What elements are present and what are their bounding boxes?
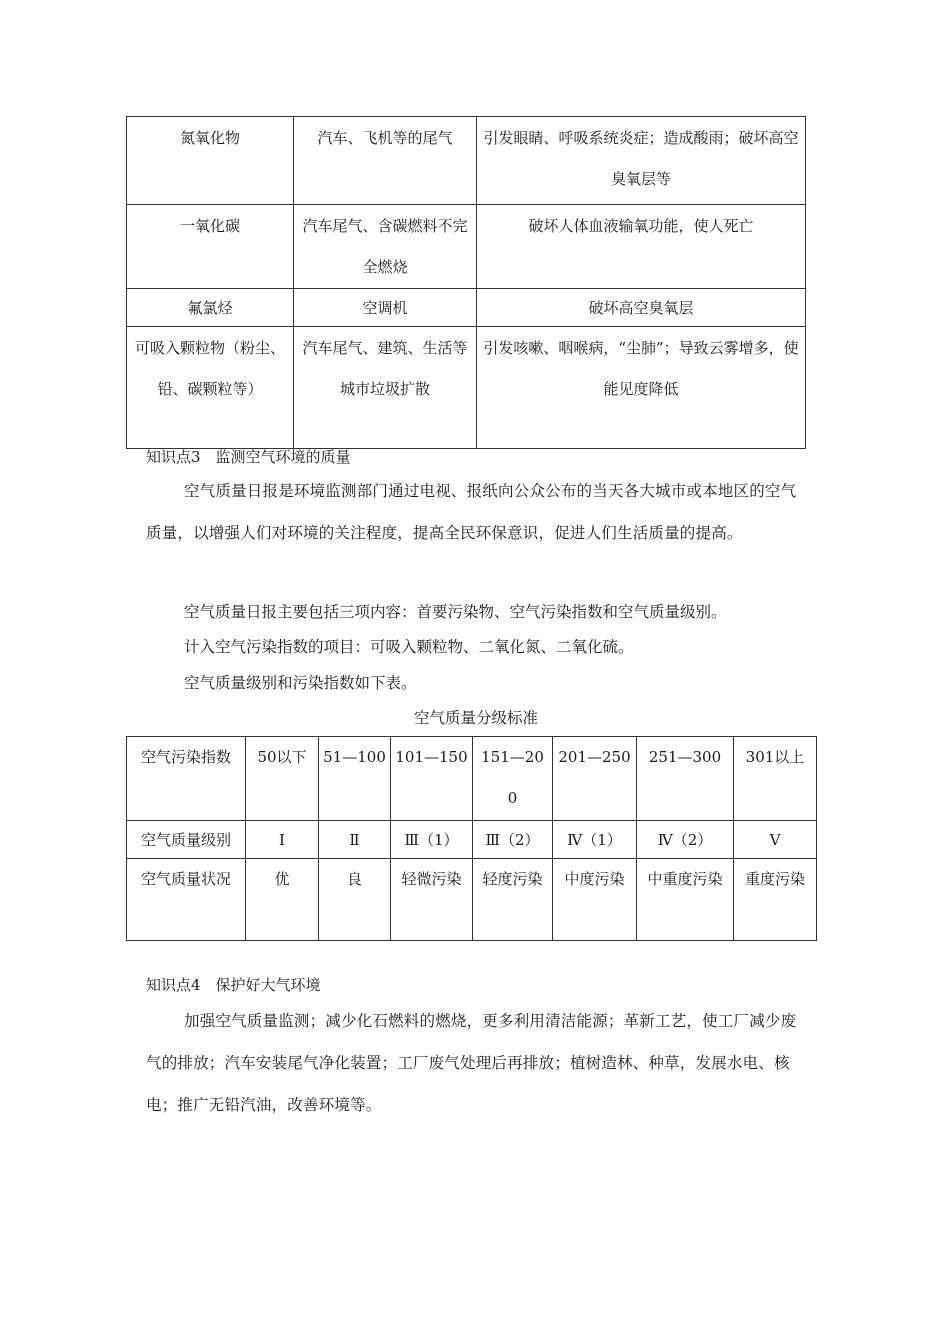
section3-heading: 知识点3 监测空气环境的质量 [146,448,351,466]
section3-paragraph: 空气质量日报是环境监测部门通过电视、报纸向公众公布的当天各大城市或本地区的空气质量，以增强人们对环境的关注程度，提高全民环保意识，促进人们生活质量的提高。 [146,482,797,542]
pollutant-source: 汽车、飞机等的尾气 [294,117,477,205]
table-caption: 空气质量分级标准 [413,709,538,727]
pollutant-name: 氟氯烃 [127,289,294,327]
table-cell: 50以下 [246,737,319,821]
table-cell: Ⅲ（1） [391,821,473,859]
aqi-table [126,736,817,941]
table-cell: Ⅰ [246,821,319,859]
pollutant-source: 汽车尾气、含碳燃料不完全燃烧 [294,205,477,289]
table-row [127,737,817,821]
table-cell: 201—250 [553,737,637,821]
table-row [127,289,806,327]
table-cell: 301以上 [734,737,817,821]
pollutant-name: 氮氧化物 [127,117,294,205]
table-cell: Ⅳ（1） [553,821,637,859]
section3-line-items: 计入空气污染指数的项目：可吸入颗粒物、二氧化氮、二氧化硫。 [184,638,634,656]
table-cell: 良 [319,859,391,941]
section4-heading: 知识点4 保护好大气环境 [146,976,321,994]
table-cell: Ⅲ（2） [473,821,553,859]
table-row [127,117,806,205]
table-cell: 重度污染 [734,859,817,941]
section4-paragraph: 加强空气质量监测；减少化石燃料的燃烧，更多利用清洁能源；革新工艺，使工厂减少废气的排放；汽车安装尾气净化装置；工厂废气处理后再排放；植树造林、种草，发展水电、核电；推广无铅汽油，改善环境等。 [146,1012,797,1114]
table-cell: 101—150 [391,737,473,821]
table-row [127,205,806,289]
table-row [127,859,817,941]
pollutant-table [126,116,806,449]
pollutant-source: 汽车尾气、建筑、生活等城市垃圾扩散 [294,327,477,449]
table-cell: 空气污染指数 [127,737,246,821]
table-cell: 轻微污染 [391,859,473,941]
table-cell: 251—300 [637,737,734,821]
section3-line-table-ref: 空气质量级别和污染指数如下表。 [184,674,417,692]
table-row [127,821,817,859]
pollutant-harm: 引发眼睛、呼吸系统炎症；造成酸雨；破坏高空臭氧层等 [477,117,806,205]
pollutant-name: 可吸入颗粒物（粉尘、铅、碳颗粒等） [127,327,294,449]
pollutant-name: 一氧化碳 [127,205,294,289]
pollutant-harm: 引发咳嗽、咽喉病，“尘肺”；导致云雾增多，使能见度降低 [477,327,806,449]
table-cell: 空气质量级别 [127,821,246,859]
pollutant-source: 空调机 [294,289,477,327]
table-cell: 中重度污染 [637,859,734,941]
section3-line-content: 空气质量日报主要包括三项内容：首要污染物、空气污染指数和空气质量级别。 [184,603,727,621]
table-row [127,327,806,449]
table-cell: Ⅴ [734,821,817,859]
pollutant-harm: 破坏人体血液输氧功能，使人死亡 [477,205,806,289]
table-cell: 51—100 [319,737,391,821]
table-cell: 优 [246,859,319,941]
table-cell: Ⅱ [319,821,391,859]
table-cell: 空气质量状况 [127,859,246,941]
pollutant-harm: 破坏高空臭氧层 [477,289,806,327]
table-cell: 151—200 [473,737,553,821]
table-cell: Ⅳ（2） [637,821,734,859]
table-cell: 中度污染 [553,859,637,941]
table-cell: 轻度污染 [473,859,553,941]
